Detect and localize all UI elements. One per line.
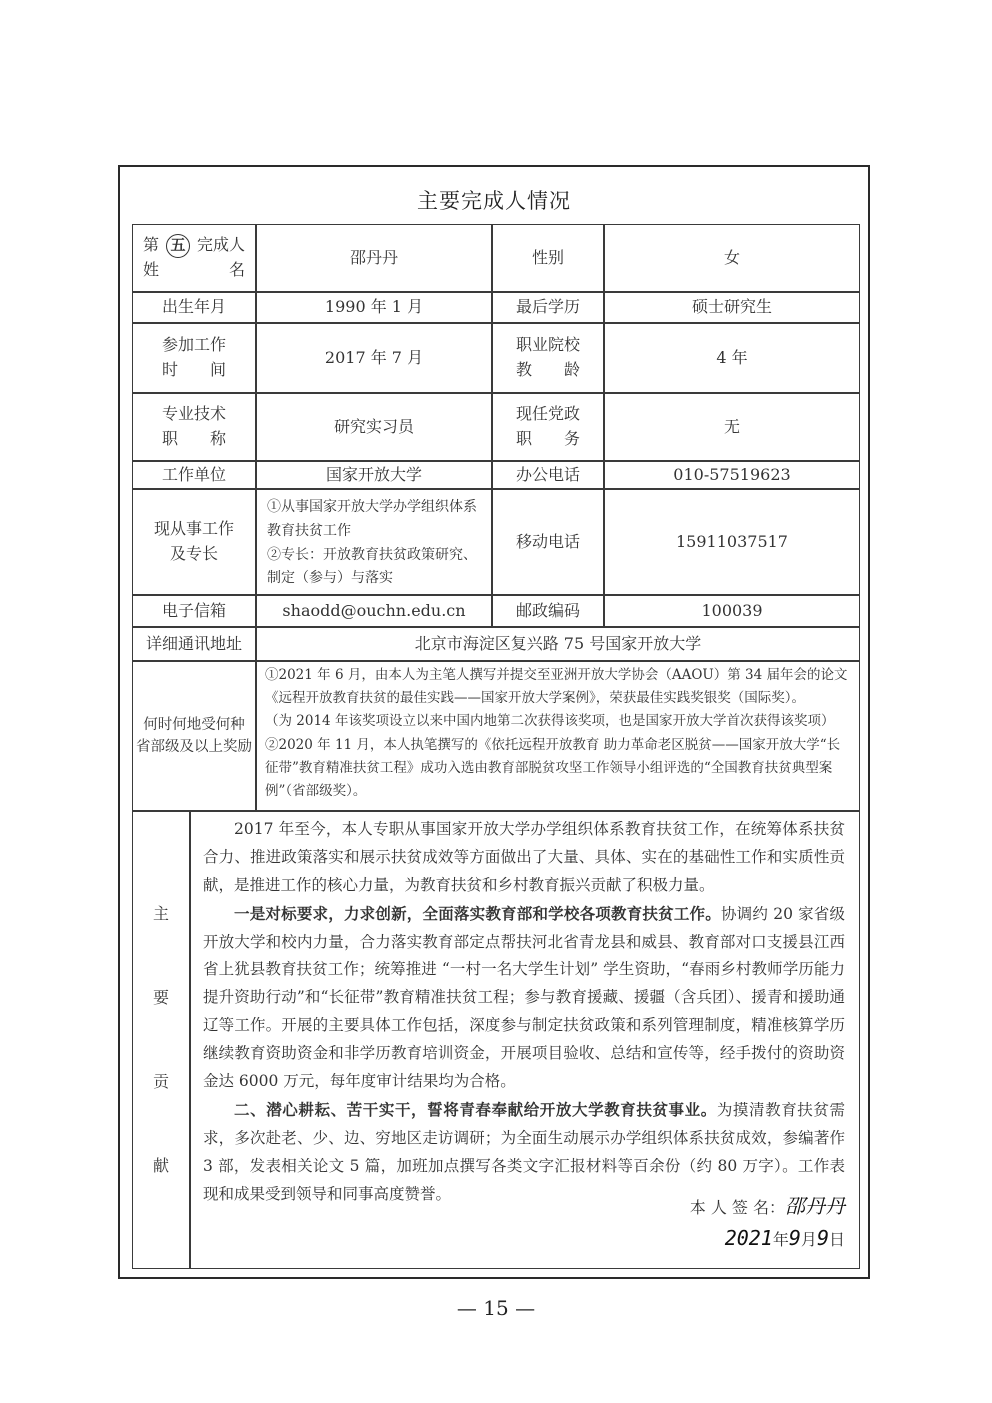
date-month: 9 (788, 1226, 801, 1250)
date-day-unit: 日 (828, 1230, 845, 1249)
mobile-phone-label: 移动电话 (492, 489, 604, 595)
party-post-label-char-a: 职 (516, 429, 533, 448)
contribution-label-char-2: 要 (152, 987, 169, 1007)
work-expertise-line4: 制定（参与）与落实 (267, 570, 393, 587)
work-start-label-char-b: 间 (209, 360, 226, 379)
education-label: 最后学历 (492, 292, 604, 323)
party-post-value: 无 (604, 393, 860, 461)
prof-title-label-char-a: 职 (162, 429, 179, 448)
email-value: shaodd@ouchn.edu.cn (256, 595, 492, 627)
teaching-years-label-char-a: 教 (516, 360, 533, 379)
party-post-label-line1: 现任党政 (515, 404, 580, 424)
contribution-paragraph-3-text: 为摸清教育扶贫需求，多次赴老、少、边、穷地区走访调研；为全面生动展示办学组织体系扶贫成效，参编著作 3 部，发表相关论文 5 篇，加班加点撰写各类文字汇报材料等百余份（约 80 万字）。工作表现和成果受到领导和同事高度赞誉。 (203, 1100, 845, 1203)
gender-label: 性别 (492, 224, 604, 292)
prof-title-value: 研究实习员 (256, 393, 492, 461)
postcode-value: 100039 (604, 595, 860, 627)
gender-value: 女 (604, 224, 860, 292)
contribution-label-char-4: 献 (152, 1155, 169, 1175)
work-start-label-char-a: 时 (162, 360, 179, 379)
unit-value: 国家开放大学 (256, 461, 492, 489)
awards-label (132, 661, 256, 811)
teaching-years-value: 4 年 (604, 323, 860, 393)
unit-label: 工作单位 (132, 461, 256, 489)
contribution-paragraph-1: 2017 年至今，本人专职从事国家开放大学办学组织体系教育扶贫工作，在统筹体系扶贫合力、推进政策落实和展示扶贫成效等方面做出了大量、具体、实在的基础性工作和实质性贡献，是推进工作的核心力量，为教育扶贫和乡村教育振兴贡献了积极力量。 (203, 820, 845, 894)
work-start-label-line1: 参加工作 (161, 335, 226, 355)
party-post-label-line2 (516, 427, 580, 452)
teaching-years-label (492, 323, 604, 393)
work-expertise-label-line2: 及专长 (169, 544, 218, 563)
name-label-ming: 名 (228, 260, 245, 279)
signature-line (690, 1190, 845, 1222)
email-label: 电子信箱 (132, 595, 256, 627)
form-frame (118, 165, 870, 1279)
signature-block (690, 1190, 845, 1254)
contribution-paragraph-3-heading: 二、潜心耕耘、苦干实干，誓将青春奉献给开放大学教育扶贫事业。 (234, 1099, 717, 1119)
work-start-label-line2 (162, 358, 226, 383)
prof-title-label-line1: 专业技术 (161, 404, 226, 424)
work-expertise-line3: ②专长：开放教育扶贫政策研究、 (267, 546, 477, 563)
date-year-unit: 年 (772, 1230, 789, 1249)
name-label-prefix: 第 (143, 235, 160, 255)
form-title: 主要完成人情况 (417, 189, 571, 213)
education-value: 硕士研究生 (604, 292, 860, 323)
contribution-paragraph-2-text: 协调约 20 家省级开放大学和校内力量，合力落实教育部定点帮扶河北省青龙县和威县、教育部对口支援县江西省上犹县教育扶贫工作；统筹推进 “一村一名大学生计划” 学生资助，“春雨乡村教师学历能力提升资助行动”和“长征带”教育精准扶贫工程；参与教育援藏、援疆（含兵团）、援青和援助通辽等工作。开展的主要具体工作包括，深度参与制定扶贫政策和系列管理制度，精准核算学历继续教育资助资金和非学历教育培训资金，开展项目验收、总结和宣传等，经手拨付的资助资金达 6000 万元，每年度审计结果均为合格。 (203, 904, 845, 1091)
name-label-suffix: 完成人 (196, 235, 245, 255)
work-expertise-label (132, 489, 256, 595)
work-start-value: 2017 年 7 月 (256, 323, 492, 393)
ordinal-circled: 五 (166, 234, 190, 258)
name-value: 邵丹丹 (256, 224, 492, 292)
contribution-paragraph-2 (203, 900, 845, 1096)
name-label-cell (132, 224, 256, 292)
date-day: 9 (816, 1226, 829, 1250)
postcode-label: 邮政编码 (492, 595, 604, 627)
award-paragraph-1: ①2021 年 6 月，由本人为主笔人撰写并提交至亚洲开放大学协会（AAOU）第 34 届年会的论文《远程开放教育扶贫的最佳实践——国家开放大学案例》，荣获最佳实践奖银奖（国际奖）。 (265, 667, 848, 707)
office-phone-value: 010-57519623 (604, 461, 860, 489)
handwritten-signature: 邵丹丹 (785, 1194, 845, 1218)
work-expertise-value (256, 489, 492, 595)
awards-label-line1: 何时何地受何种 (143, 716, 245, 733)
award-paragraph-2: （为 2014 年该奖项设立以来中国内地第二次获得该奖项，也是国家开放大学首次获得该奖项） (265, 713, 835, 730)
date-month-unit: 月 (800, 1230, 817, 1249)
awards-label-line2: 省部级及以上奖励 (136, 739, 252, 755)
birth-value: 1990 年 1 月 (256, 292, 492, 323)
prof-title-label-line2 (162, 427, 226, 452)
office-phone-label: 办公电话 (492, 461, 604, 489)
address-value: 北京市海淀区复兴路 75 号国家开放大学 (256, 627, 860, 661)
work-expertise-line2: 教育扶贫工作 (267, 522, 351, 539)
signature-date (690, 1222, 845, 1254)
date-year: 2021 (724, 1226, 773, 1250)
prof-title-label (132, 393, 256, 461)
mobile-phone-value: 15911037517 (604, 489, 860, 595)
prof-title-label-char-b: 称 (209, 429, 226, 448)
teaching-years-label-line2 (516, 358, 580, 383)
name-label-xing: 姓 (143, 260, 160, 279)
signature-label: 本 人 签 名： (689, 1198, 785, 1217)
birth-label: 出生年月 (132, 292, 256, 323)
contribution-paragraph-2-heading: 一是对标要求，力求创新，全面落实教育部和学校各项教育扶贫工作。 (234, 903, 721, 923)
page-number: — 15 — (456, 1296, 536, 1320)
party-post-label (492, 393, 604, 461)
contribution-label-char-3: 贡 (152, 1071, 169, 1091)
contribution-label-char-1: 主 (152, 903, 169, 923)
contribution-body (190, 811, 860, 1269)
work-start-label (132, 323, 256, 393)
address-label: 详细通讯地址 (132, 627, 256, 661)
awards-value (256, 661, 860, 811)
party-post-label-char-b: 务 (563, 429, 580, 448)
work-expertise-label-line1: 现从事工作 (153, 519, 234, 539)
award-paragraph-3: ②2020 年 11 月，本人执笔撰写的《依托远程开放教育 助力革命老区脱贫——国家开放大学“长征带”教育精准扶贫工程》成功入选由教育部脱贫攻坚工作领导小组评选的“全国教育扶贫典型案例”（省部级奖）。 (265, 736, 841, 800)
work-expertise-line1: ①从事国家开放大学办学组织体系 (267, 499, 477, 515)
teaching-years-label-line1: 职业院校 (515, 335, 580, 355)
teaching-years-label-char-b: 龄 (563, 360, 580, 379)
contribution-label (132, 811, 190, 1269)
